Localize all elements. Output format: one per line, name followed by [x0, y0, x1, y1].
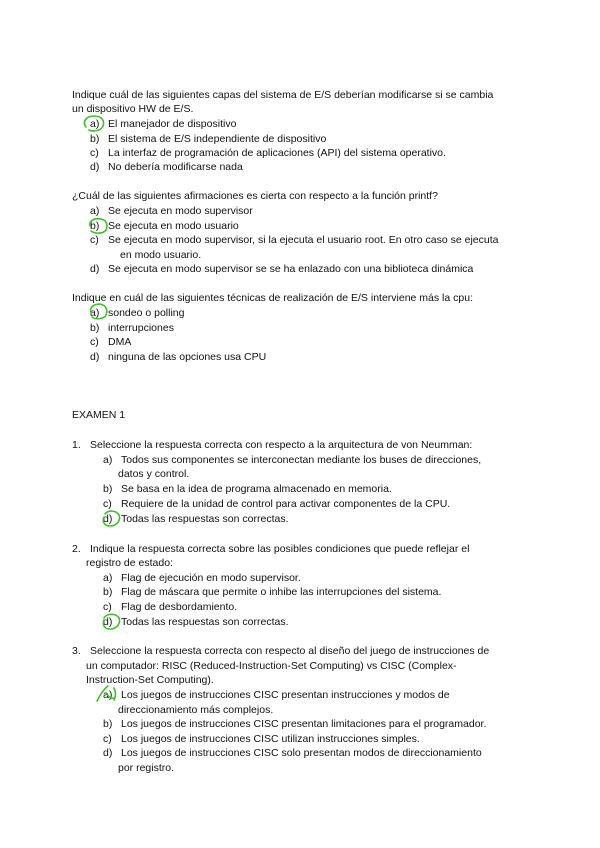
q1-option-b-letter[interactable]: b) — [90, 133, 100, 145]
q3-option-a-letter[interactable]: a) — [90, 307, 100, 319]
e1-option-d-letter[interactable]: d) — [103, 513, 113, 525]
q2-option-a-letter[interactable]: a) — [90, 205, 100, 217]
e3-option-b[interactable]: Los juegos de instrucciones CISC presentan limitaciones para el programador. — [121, 718, 487, 730]
q1-option-a[interactable]: El manejador de dispositivo — [108, 118, 237, 130]
e2-option-d[interactable]: Todas las respuestas son correctas. — [121, 616, 289, 628]
e2-option-a-letter[interactable]: a) — [103, 572, 113, 584]
e3-option-a-letter[interactable]: a) — [103, 689, 113, 701]
q3-option-c[interactable]: DMA — [108, 336, 132, 348]
e2-option-b-letter[interactable]: b) — [103, 586, 113, 598]
q2-option-b-letter[interactable]: b) — [90, 220, 100, 232]
e3-option-b-letter[interactable]: b) — [103, 718, 113, 730]
q2-answer-circle-icon — [85, 216, 111, 236]
q3-option-d[interactable]: ninguna de las opciones usa CPU — [108, 351, 267, 363]
e3-option-a-cont: direccionamiento más complejos. — [118, 704, 274, 716]
e3-stem-line1: Seleccione la respuesta correcta con respecto al diseño del juego de instrucciones de — [90, 645, 490, 657]
q1-option-c[interactable]: La interfaz de programación de aplicaciones (API) del sistema operativo. — [108, 147, 446, 159]
q3-option-c-letter[interactable]: c) — [90, 336, 99, 348]
e3-stem-line3: Instruction-Set Computing). — [86, 674, 214, 686]
e1-option-b-letter[interactable]: b) — [103, 483, 113, 495]
q2-option-d-letter[interactable]: d) — [90, 263, 100, 275]
q1-option-b[interactable]: El sistema de E/S independiente de dispositivo — [108, 133, 327, 145]
e2-option-c-letter[interactable]: c) — [103, 601, 112, 613]
q1-option-d[interactable]: No debería modificarse nada — [108, 161, 243, 173]
e3-option-a[interactable]: Los juegos de instrucciones CISC presentan instrucciones y modos de — [121, 689, 450, 701]
e1-option-c[interactable]: Requiere de la unidad de control para activar componentes de la CPU. — [121, 498, 451, 510]
e2-stem-line1: Indique la respuesta correcta sobre las posibles condiciones que puede reflejar el — [90, 543, 470, 555]
e2-answer-circle-icon — [99, 611, 123, 633]
q2-option-a[interactable]: Se ejecuta en modo supervisor — [108, 205, 253, 217]
q3-option-b-letter[interactable]: b) — [90, 322, 100, 334]
q1-option-d-letter[interactable]: d) — [90, 161, 100, 173]
e3-answer-check-icon — [94, 683, 120, 705]
q2-option-d[interactable]: Se ejecuta en modo supervisor se se ha enlazado con una biblioteca dinámica — [108, 263, 474, 275]
e2-option-d-letter[interactable]: d) — [103, 616, 113, 628]
e3-stem-line2: un computador: RISC (Reduced-Instruction-Set Computing) vs CISC (Complex- — [86, 660, 457, 672]
q1-option-c-letter[interactable]: c) — [90, 147, 99, 159]
e3-option-c[interactable]: Los juegos de instrucciones CISC utilizan instrucciones simples. — [121, 733, 420, 745]
e3-option-d-letter[interactable]: d) — [103, 747, 113, 759]
e1-option-b[interactable]: Se basa en la idea de programa almacenado en memoria. — [121, 483, 392, 495]
q1-answer-circle-icon — [80, 113, 108, 135]
e3-option-d-cont: por registro. — [118, 762, 175, 774]
q2-option-c-letter[interactable]: c) — [90, 234, 99, 246]
e1-option-a[interactable]: Todos sus componentes se interconectan mediante los buses de direcciones, — [121, 454, 482, 466]
q3-option-d-letter[interactable]: d) — [90, 351, 100, 363]
e1-answer-circle-icon — [99, 508, 123, 530]
q1-stem-line2: un dispositivo HW de E/S. — [72, 103, 194, 115]
e2-stem-line2: registro de estado: — [86, 557, 173, 569]
q2-option-b[interactable]: Se ejecuta en modo usuario — [108, 220, 239, 232]
q2-option-c-cont: en modo usuario. — [120, 249, 202, 261]
e1-stem: Seleccione la respuesta correcta con respecto a la arquitectura de von Neumman: — [90, 439, 473, 451]
q3-stem: Indique en cuál de las siguientes técnicas de realización de E/S interviene más la cpu: — [72, 292, 473, 304]
e1-option-a-letter[interactable]: a) — [103, 454, 113, 466]
e2-number: 2. — [72, 543, 81, 555]
q2-stem: ¿Cuál de las siguientes afirmaciones es cierta con respecto a la función printf? — [72, 190, 438, 202]
q1-option-a-letter[interactable]: a) — [90, 118, 100, 130]
q3-option-a[interactable]: sondeo o polling — [108, 307, 185, 319]
e3-option-c-letter[interactable]: c) — [103, 733, 112, 745]
e1-option-c-letter[interactable]: c) — [103, 498, 112, 510]
e3-number: 3. — [72, 645, 81, 657]
e3-option-d[interactable]: Los juegos de instrucciones CISC solo presentan modos de direccionamiento — [121, 747, 482, 759]
q3-answer-circle-icon — [85, 302, 111, 322]
exam-title: EXAMEN 1 — [72, 409, 126, 421]
e2-option-b[interactable]: Flag de máscara que permite o inhibe las interrupciones del sistema. — [121, 586, 442, 598]
q1-stem-line1: Indique cuál de las siguientes capas del sistema de E/S deberían modificarse si se cambia — [72, 89, 494, 101]
q2-option-c[interactable]: Se ejecuta en modo supervisor, si la ejecuta el usuario root. En otro caso se ejecuta — [108, 234, 499, 246]
e1-option-d[interactable]: Todas las respuestas son correctas. — [121, 513, 289, 525]
e1-number: 1. — [72, 439, 81, 451]
q3-option-b[interactable]: interrupciones — [108, 322, 174, 334]
e2-option-c[interactable]: Flag de desbordamiento. — [121, 601, 238, 613]
e1-option-a-cont: datos y control. — [118, 468, 190, 480]
e2-option-a[interactable]: Flag de ejecución en modo supervisor. — [121, 572, 301, 584]
